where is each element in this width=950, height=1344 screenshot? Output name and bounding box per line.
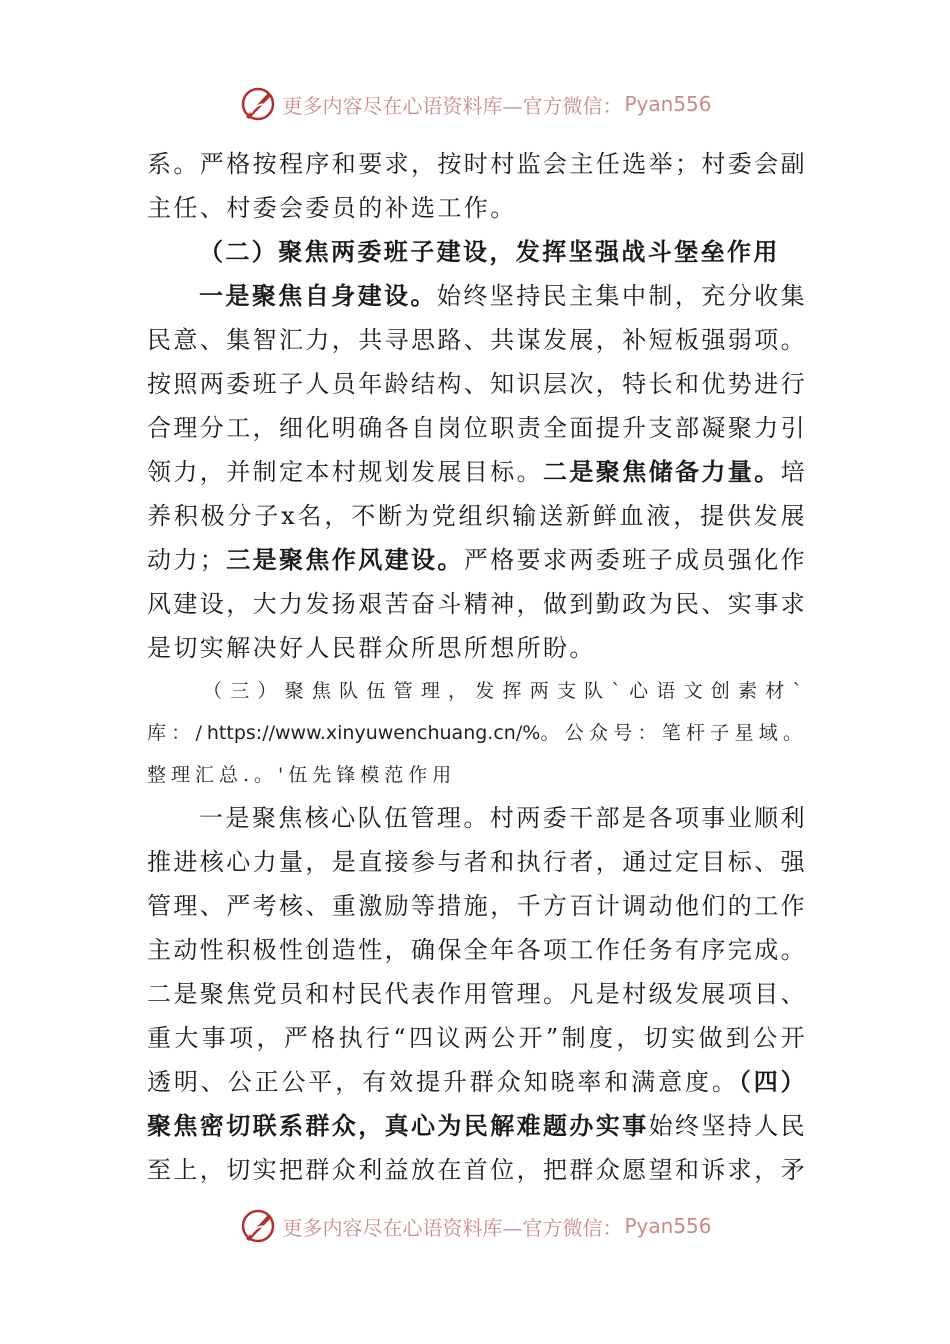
document-body (147, 142, 807, 1192)
text-5: 始终坚持人民至上，切实把群众利益放在首位，把群众愿望和诉求，矛 (147, 1112, 808, 1184)
watermark-banner-top (0, 82, 950, 126)
section-3-text-b: 。公众号：笔杆子星域。整理汇总.。'伍先锋模范作用 (147, 722, 807, 786)
watermark-banner-bottom (0, 1204, 950, 1248)
watermark-text: 更多内容尽在心语资料库—官方微信： (282, 1215, 623, 1240)
website-url: https://www.xinyuwenchuang.cn/% (206, 722, 541, 744)
text-3: 严格要求两委班子成员强化作风建设，大力发扬艰苦奋斗精神，做到勤政为民、实事求是切实解决好人民群众所思所想所盼。 (147, 546, 808, 662)
watermark-text: 更多内容尽在心语资料库—官方微信： (282, 93, 623, 118)
section-3-text-a: （三）聚焦队伍管理，发挥两支队`心语文创素材`库：/ (147, 680, 807, 744)
bold-lead-3: 三是聚焦作风建设。 (226, 545, 464, 574)
bold-lead-1: 一是聚焦自身建设。 (199, 281, 437, 310)
section-heading-4: （四）聚焦密切联系群众，真心为民解难题办实事 (147, 1067, 807, 1140)
paragraph-section-3 (147, 796, 807, 1192)
paragraph-section-2 (147, 274, 807, 670)
text-4: 一是聚焦核心队伍管理。村两委干部是各项事业顺利推进核心力量，是直接参与者和执行者，通过定目标、强管理、严考核、重激励等措施，千方百计调动他们的工作主动性积极性创造性，确保全年各项工作任务有序完成。二是聚焦党员和村民代表作用管理。凡是村级发展项目、重大事项，严格执行“四议两公开”制度，切实做到公开透明、公正公平，有效提升群众知晓率和满意度。 (147, 804, 807, 1096)
text-1: 始终坚持民主集中制，充分收集民意、集智汇力，共寻思路、共谋发展，补短板强弱项。按照两委班子人员年龄结构、知识层次，特长和优势进行合理分工，细化明确各自岗位职责全面提升支部凝聚力引领力，并制定本村规划发展目标。 (147, 282, 807, 486)
pen-logo-icon (238, 84, 278, 124)
bold-lead-2: 二是聚焦储备力量。 (543, 457, 781, 486)
section-heading-2: （二）聚焦两委班子建设，发挥坚强战斗堡垒作用 (199, 237, 780, 266)
wechat-id: Pyan556 (624, 1214, 712, 1238)
wechat-id: Pyan556 (624, 92, 712, 116)
paragraph-section-3-heading (147, 670, 807, 796)
paragraph-continuation: 系。严格按程序和要求，按时村监会主任选举；村委会副主任、村委会委员的补选工作。 (147, 150, 807, 222)
pen-logo-icon (238, 1206, 278, 1246)
text-2: 培养积极分子x名，不断为党组织输送新鲜血液，提供发展动力； (147, 458, 808, 574)
